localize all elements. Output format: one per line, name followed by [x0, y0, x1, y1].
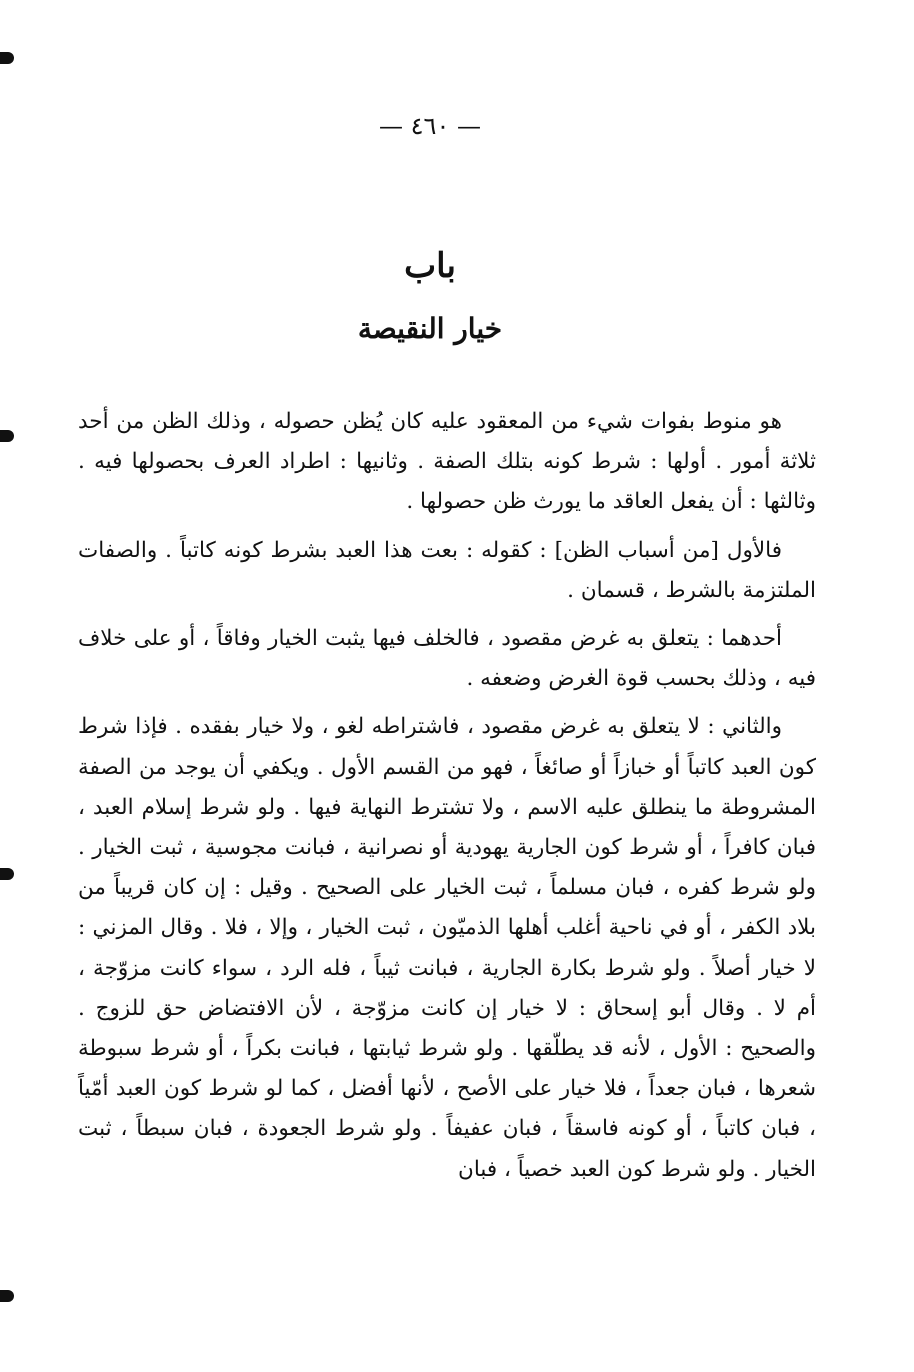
paragraph: هو منوط بفوات شيء من المعقود عليه كان يُظن حصوله ، وذلك الظن من أحد ثلاثة أمور . أولها : شرط كونه بتلك الصفة . وثانيها : اطراد العرف بحصولها فيه . وثالثها : أن يفعل العاقد ما يورث ظن حصولها . — [78, 409, 816, 515]
chapter-title: خيار النقيصة — [357, 312, 503, 345]
margin-tab-mark — [0, 1290, 14, 1302]
paragraph: أحدهما : يتعلق به غرض مقصود ، فالخلف فيها يثبت الخيار وفاقاً ، أو على خلاف فيه ، وذلك بحسب قوة الغرض وضعفه . — [78, 626, 816, 692]
paragraph: والثاني : لا يتعلق به غرض مقصود ، فاشتراطه لغو ، ولا خيار بفقده . فإذا شرط كون العبد كاتباً أو خبازاً أو صائغاً ، فهو من القسم الأول . ويكفي أن يوجد من الصفة المشروطة ما ينطلق عليه الاسم ، ولا تشترط النهاية فيها . ولو شرط إسلام العبد ، فبان كافراً ، أو شرط كون الجارية يهودية أو نصرانية ، فبانت مجوسية ، ثبت الخيار . ولو شرط كفره ، فبان مسلماً ، ثبت الخيار على الصحيح . وقيل : إن كان قريباً من بلاد الكفر ، أو في ناحية أغلب أهلها الذميّون ، ثبت الخيار ، وإلا ، فلا . وقال المزني : لا خيار أصلاً . ولو شرط بكارة الجارية ، فبانت ثيباً ، فله الرد ، سواء كانت مزوّجة ، أم لا . وقال أبو إسحاق : لا خيار إن كانت مزوّجة ، لأن الافتضاض حق للزوج . والصحيح : الأول ، لأنه قد يطلّقها . ولو شرط ثيابتها ، فبانت بكراً ، أو شرط سبوطة شعرها ، فبان جعداً ، فلا خيار على الأصح ، لأنها أفضل ، كما لو شرط كون العبد أمّياً ، فبان كاتباً ، أو كونه فاسقاً ، فبان عفيفاً . ولو شرط الجعودة ، فبان سبطاً ، ثبت الخيار . ولو شرط كون العبد خصياً ، فبان — [78, 714, 816, 1182]
margin-tab-mark — [0, 430, 14, 442]
body-text — [78, 402, 816, 1190]
paragraph: فالأول [من أسباب الظن] : كقوله : بعت هذا العبد بشرط كونه كاتباً . والصفات الملتزمة بالشرط ، قسمان . — [78, 537, 816, 603]
chapter-heading: باب — [404, 246, 456, 286]
page-number: — ٤٦٠ — — [379, 112, 481, 140]
margin-tab-mark — [0, 52, 14, 64]
margin-tab-mark — [0, 868, 14, 880]
